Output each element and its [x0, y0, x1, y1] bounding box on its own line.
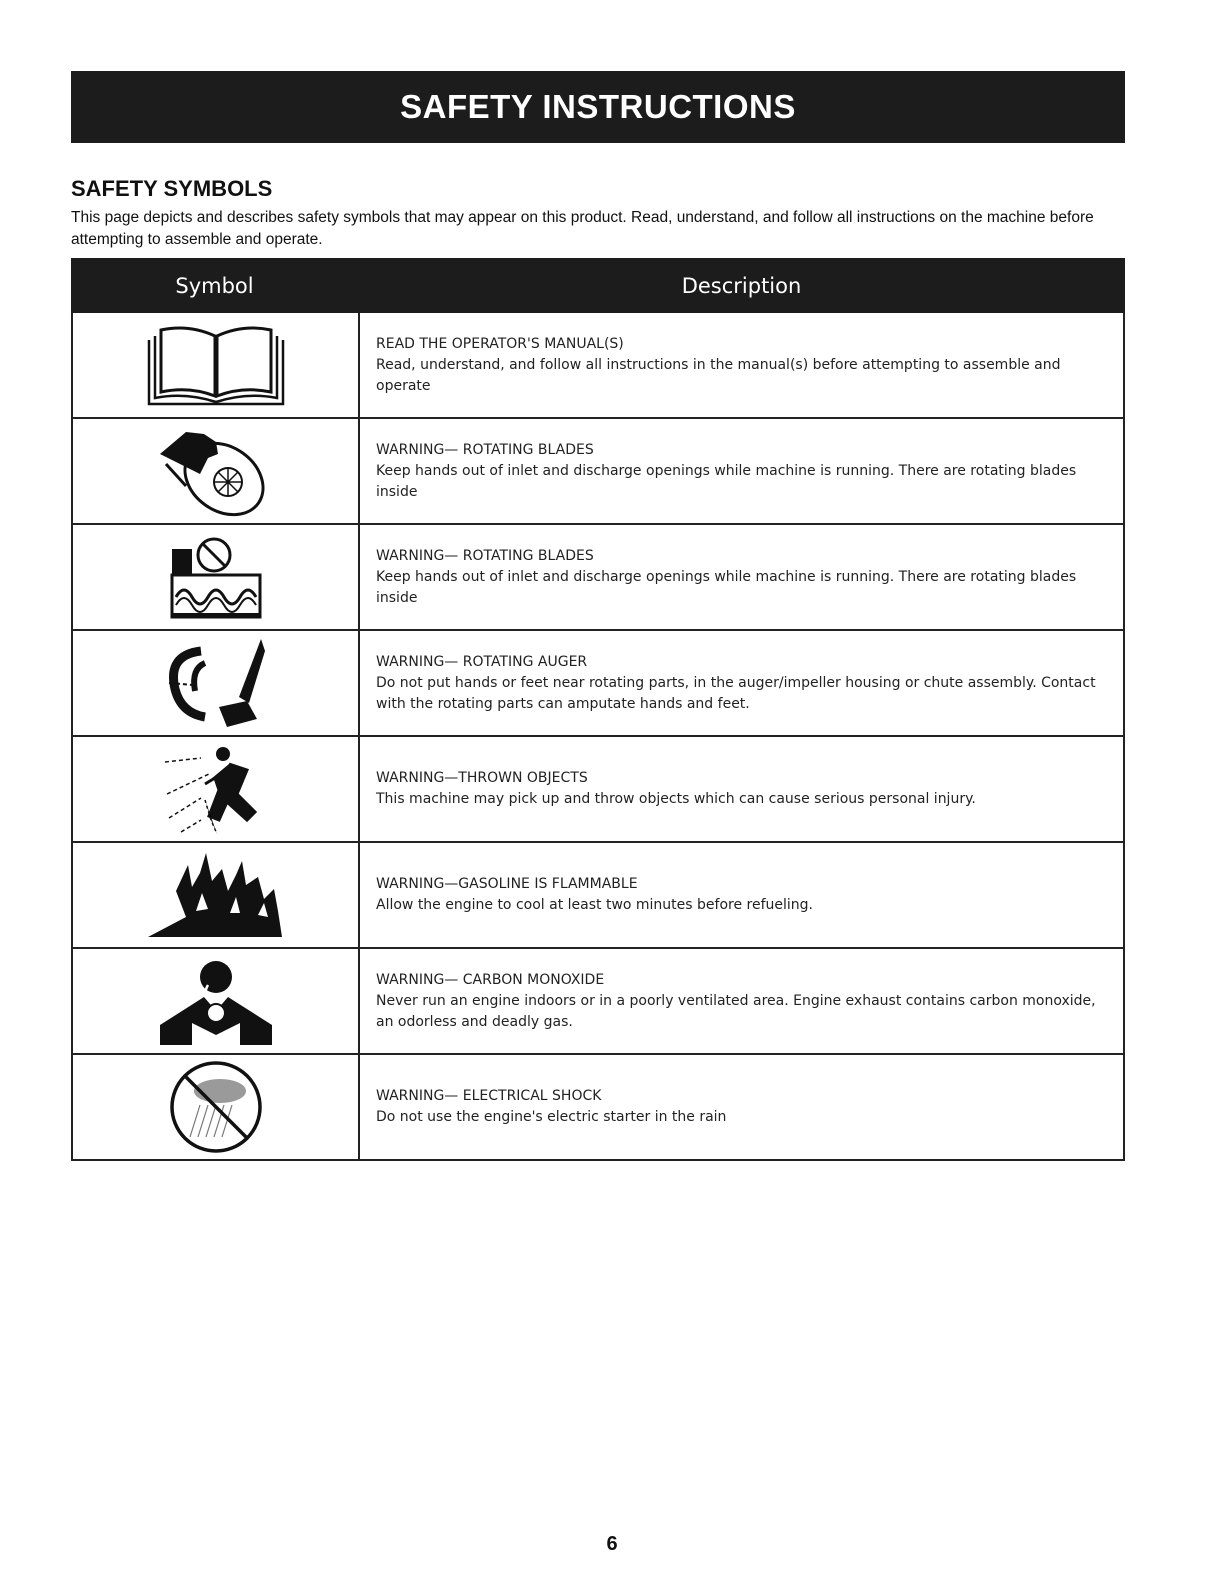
symbol-cell [73, 525, 360, 629]
warning-title: WARNING— ROTATING BLADES [376, 547, 594, 564]
flammable-flame-icon [146, 851, 286, 939]
table-row [71, 737, 1125, 843]
intro-paragraph: This page depicts and describes safety symbols that may appear on this product. Read, understand, and follow all instructions on the machine before attempting to assemble and operate. [71, 209, 1094, 248]
warning-title: WARNING— ROTATING BLADES [376, 441, 594, 458]
warning-title: WARNING—GASOLINE IS FLAMMABLE [376, 876, 638, 892]
description-cell [360, 737, 1123, 841]
warning-title: WARNING—THROWN OBJECTS [376, 770, 588, 786]
symbol-cell [73, 737, 360, 841]
symbol-cell [73, 949, 360, 1053]
table-row [71, 419, 1125, 525]
warning-text: Read, understand, and follow all instructions in the manual(s) before attempting to assemble and operate [376, 356, 1061, 394]
section-heading: SAFETY SYMBOLS [71, 176, 273, 201]
table-header [71, 258, 1125, 313]
page-title: SAFETY INSTRUCTIONS [400, 88, 796, 125]
symbol-cell [73, 843, 360, 947]
warning-title: WARNING— ELECTRICAL SHOCK [376, 1088, 602, 1104]
safety-symbols-table [71, 258, 1125, 1161]
description-cell [360, 631, 1123, 735]
warning-text: Allow the engine to cool at least two minutes before refueling. [376, 897, 814, 913]
description-cell [360, 525, 1123, 629]
table-row [71, 1055, 1125, 1161]
table-row [71, 949, 1125, 1055]
description-cell [360, 313, 1123, 417]
warning-text: Never run an engine indoors or in a poorly ventilated area. Engine exhaust contains carbon monoxide, an odorless and deadly gas. [376, 992, 1096, 1030]
description-cell [360, 843, 1123, 947]
warning-text: Keep hands out of inlet and discharge openings while machine is running. There are rotating blades inside [376, 462, 1077, 500]
table-row [71, 631, 1125, 737]
carbon-monoxide-icon [158, 955, 274, 1047]
symbol-cell [73, 419, 360, 523]
warning-title: READ THE OPERATOR'S MANUAL(S) [376, 335, 624, 352]
warning-title: WARNING— CARBON MONOXIDE [376, 971, 605, 988]
warning-text: Keep hands out of inlet and discharge openings while machine is running. There are rotating blades inside [376, 568, 1077, 606]
description-cell [360, 419, 1123, 523]
table-row [71, 843, 1125, 949]
symbol-cell [73, 631, 360, 735]
description-cell [360, 949, 1123, 1053]
operators-manual-icon [141, 322, 291, 408]
symbol-cell [73, 1055, 360, 1159]
page-number: 6 [606, 1533, 618, 1555]
rotating-blades-housing-icon [166, 531, 266, 623]
symbol-cell [73, 313, 360, 417]
column-header-description: Description [681, 273, 802, 298]
table-row [71, 313, 1125, 419]
rotating-blades-hand-icon [156, 424, 276, 518]
thrown-objects-icon [161, 740, 271, 838]
rotating-auger-icon [161, 633, 271, 733]
table-row [71, 525, 1125, 631]
no-rain-electric-shock-icon [166, 1059, 266, 1155]
warning-title: WARNING— ROTATING AUGER [376, 653, 588, 670]
column-header-symbol: Symbol [175, 273, 254, 298]
title-banner [71, 71, 1125, 143]
description-cell [360, 1055, 1123, 1159]
warning-text: Do not put hands or feet near rotating parts, in the auger/impeller housing or chute assembly. Contact with the rotating parts can amputate hands and feet. [376, 674, 1096, 712]
warning-text: This machine may pick up and throw objects which can cause serious personal injury. [376, 791, 976, 807]
warning-text: Do not use the engine's electric starter in the rain [376, 1109, 727, 1125]
